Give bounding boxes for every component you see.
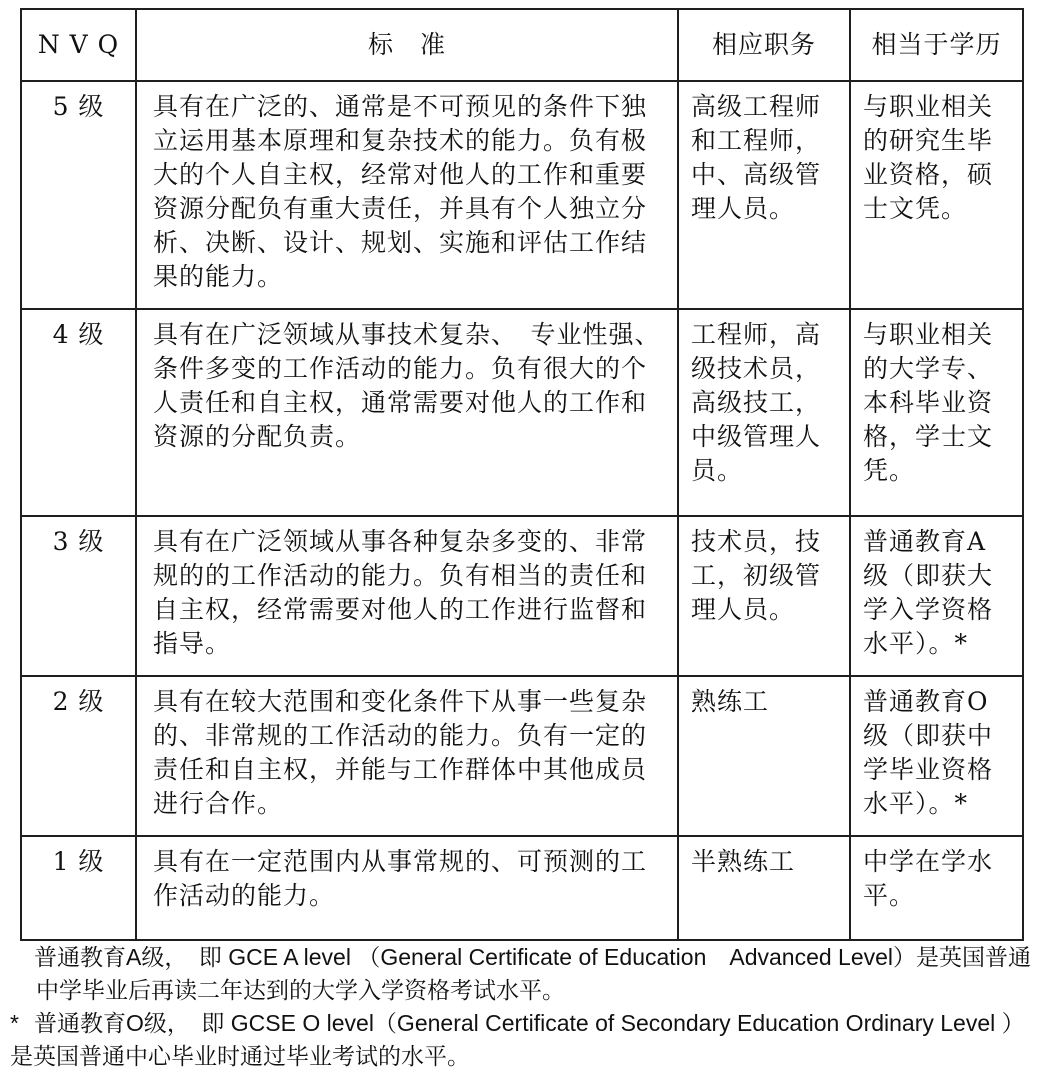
footnote-marker: * — [10, 1010, 19, 1036]
job-cell: 熟练工 — [678, 676, 850, 836]
standard-cell: 具有在广泛领域从事各种复杂多变的、非常规的的工作活动的能力。负有相当的责任和自主权，经常需要对他人的工作进行监督和指导。 — [136, 516, 678, 676]
footnote-o-level — [10, 1007, 1044, 1073]
level-cell: 3 级 — [21, 516, 136, 676]
header-nvq: N V Q — [21, 9, 136, 81]
education-cell: 与职业相关的研究生毕业资格，硕士文凭。 — [850, 81, 1023, 309]
footnote-a-level — [10, 941, 1044, 1007]
level-cell: 5 级 — [21, 81, 136, 309]
standard-cell: 具有在较大范围和变化条件下从事一些复杂的、非常规的工作活动的能力。负有一定的责任和自主权，并能与工作群体中其他成员进行合作。 — [136, 676, 678, 836]
table-row — [21, 309, 1023, 516]
education-cell: 与职业相关的大学专、本科毕业资格，学士文凭。 — [850, 309, 1023, 516]
level-cell: 1 级 — [21, 836, 136, 940]
footnote-text: 普通教育O级， 即 GCSE O level（General Certificate of Secondary Education Ordinary Level ）是英国普通中心毕业时通过毕业考试的水平。 — [10, 1010, 1025, 1069]
footnote-marker — [10, 941, 34, 974]
table-row — [21, 836, 1023, 940]
standard-cell: 具有在一定范围内从事常规的、可预测的工作活动的能力。 — [136, 836, 678, 940]
table-row — [21, 516, 1023, 676]
header-education: 相当于学历 — [850, 9, 1023, 81]
job-cell: 工程师，高级技术员，高级技工，中级管理人员。 — [678, 309, 850, 516]
level-cell: 4 级 — [21, 309, 136, 516]
level-cell: 2 级 — [21, 676, 136, 836]
standard-cell: 具有在广泛领域从事技术复杂、 专业性强、条件多变的工作活动的能力。负有很大的个人责任和自主权，通常需要对他人的工作和资源的分配负责。 — [136, 309, 678, 516]
education-cell: 普通教育A级（即获大学入学资格水平）。* — [850, 516, 1023, 676]
header-job: 相应职务 — [678, 9, 850, 81]
table-header-row — [21, 9, 1023, 81]
footnote-text: 普通教育A级， 即 GCE A level （General Certificate of Education Advanced Level）是英国普通中学毕业后再读二年达到的大学入学资格考试水平。 — [34, 944, 1032, 1003]
footnotes — [10, 941, 1044, 1073]
standard-cell: 具有在广泛的、通常是不可预见的条件下独立运用基本原理和复杂技术的能力。负有极大的个人自主权，经常对他人的工作和重要资源分配负有重大责任，并具有个人独立分析、决断、设计、规划、实施和评估工作结果的能力。 — [136, 81, 678, 309]
nvq-standards-table — [20, 8, 1024, 941]
education-cell: 中学在学水平。 — [850, 836, 1023, 940]
job-cell: 半熟练工 — [678, 836, 850, 940]
job-cell: 高级工程师和工程师，中、高级管理人员。 — [678, 81, 850, 309]
table-row — [21, 676, 1023, 836]
education-cell: 普通教育O级（即获中学毕业资格水平）。* — [850, 676, 1023, 836]
header-standard: 标 准 — [136, 9, 678, 81]
table-row — [21, 81, 1023, 309]
job-cell: 技术员，技工，初级管理人员。 — [678, 516, 850, 676]
